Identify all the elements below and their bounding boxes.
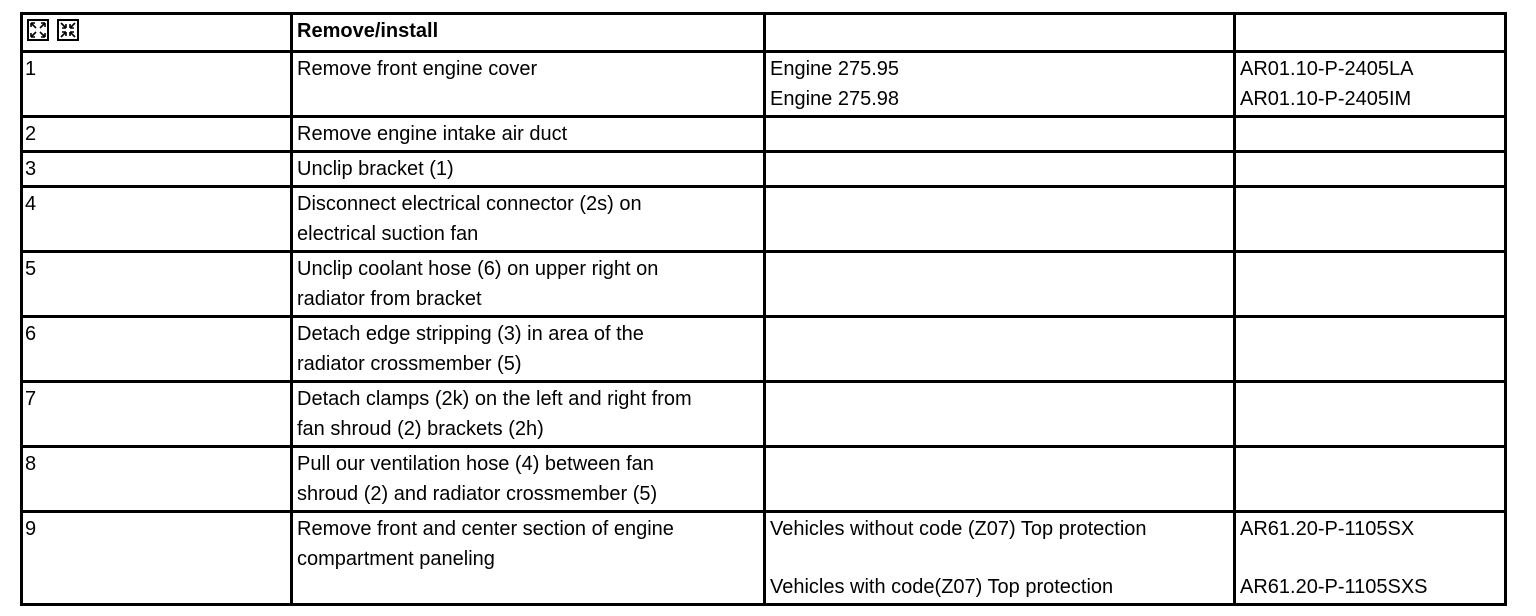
step-text (292, 317, 765, 382)
table-row (22, 512, 1506, 605)
condition-text: Vehicles without code (Z07) Top protection (770, 518, 1147, 540)
header-icon-cell (22, 14, 292, 52)
empty-cell (1235, 317, 1506, 382)
table-header-row (22, 14, 1506, 52)
empty-cell (1235, 117, 1506, 152)
empty-cell (1235, 382, 1506, 447)
empty-cell (1235, 252, 1506, 317)
step-text-line: Pull our ventilation hose (4) between fan (297, 453, 654, 475)
empty-cell (1235, 152, 1506, 187)
step-number: 2 (22, 117, 292, 152)
step-text (292, 447, 765, 512)
step-text (292, 512, 765, 605)
condition-text: Vehicles with code(Z07) Top protection (770, 576, 1114, 598)
table-row (22, 117, 1506, 152)
step-number: 8 (22, 447, 292, 512)
document-link[interactable]: AR01.10-P-2405IM (1240, 88, 1412, 110)
step-text-line: fan shroud (2) brackets (2h) (297, 418, 544, 440)
step-number: 5 (22, 252, 292, 317)
empty-cell (765, 117, 1235, 152)
step-text: Remove engine intake air duct (292, 117, 765, 152)
table-row (22, 187, 1506, 252)
header-empty-cell (765, 14, 1235, 52)
table-row (22, 252, 1506, 317)
document-link[interactable]: AR61.20-P-1105SX (1240, 518, 1415, 540)
step-text-line: Detach edge stripping (3) in area of the (297, 323, 644, 345)
empty-cell (765, 152, 1235, 187)
empty-cell (1235, 187, 1506, 252)
condition-text: Engine 275.98 (770, 88, 900, 110)
table-row (22, 317, 1506, 382)
header-title: Remove/install (292, 14, 765, 52)
step-text-line: electrical suction fan (297, 223, 479, 245)
step-text-line: compartment paneling (297, 548, 495, 570)
empty-cell (765, 447, 1235, 512)
table-row (22, 52, 1506, 117)
step-text: Remove front engine cover (292, 52, 765, 117)
step-conditions (765, 512, 1235, 605)
step-refs (1235, 52, 1506, 117)
step-text-line: radiator from bracket (297, 288, 482, 310)
collapse-all-icon[interactable] (57, 19, 79, 41)
empty-cell (765, 252, 1235, 317)
step-text (292, 187, 765, 252)
empty-cell (765, 382, 1235, 447)
table-row (22, 382, 1506, 447)
step-text-line: Unclip coolant hose (6) on upper right on (297, 258, 659, 280)
empty-cell (765, 317, 1235, 382)
document-link[interactable]: AR01.10-P-2405LA (1240, 58, 1414, 80)
step-number: 1 (22, 52, 292, 117)
step-text-line: shroud (2) and radiator crossmember (5) (297, 483, 658, 505)
procedure-table (20, 12, 1507, 606)
empty-cell (1235, 447, 1506, 512)
step-conditions (765, 52, 1235, 117)
step-refs (1235, 512, 1506, 605)
step-number: 3 (22, 152, 292, 187)
table-row (22, 447, 1506, 512)
step-text-line: Disconnect electrical connector (2s) on (297, 193, 642, 215)
step-text (292, 252, 765, 317)
table-row (22, 152, 1506, 187)
document-link[interactable]: AR61.20-P-1105SXS (1240, 576, 1428, 598)
step-text-line: Remove front and center section of engine (297, 518, 674, 540)
header-empty-cell (1235, 14, 1506, 52)
empty-cell (765, 187, 1235, 252)
step-number: 6 (22, 317, 292, 382)
step-text (292, 382, 765, 447)
step-number: 9 (22, 512, 292, 605)
step-text: Unclip bracket (1) (292, 152, 765, 187)
step-text-line: Detach clamps (2k) on the left and right from (297, 388, 692, 410)
condition-text: Engine 275.95 (770, 58, 900, 80)
expand-all-icon[interactable] (27, 19, 49, 41)
step-number: 4 (22, 187, 292, 252)
step-text-line: radiator crossmember (5) (297, 353, 522, 375)
step-number: 7 (22, 382, 292, 447)
